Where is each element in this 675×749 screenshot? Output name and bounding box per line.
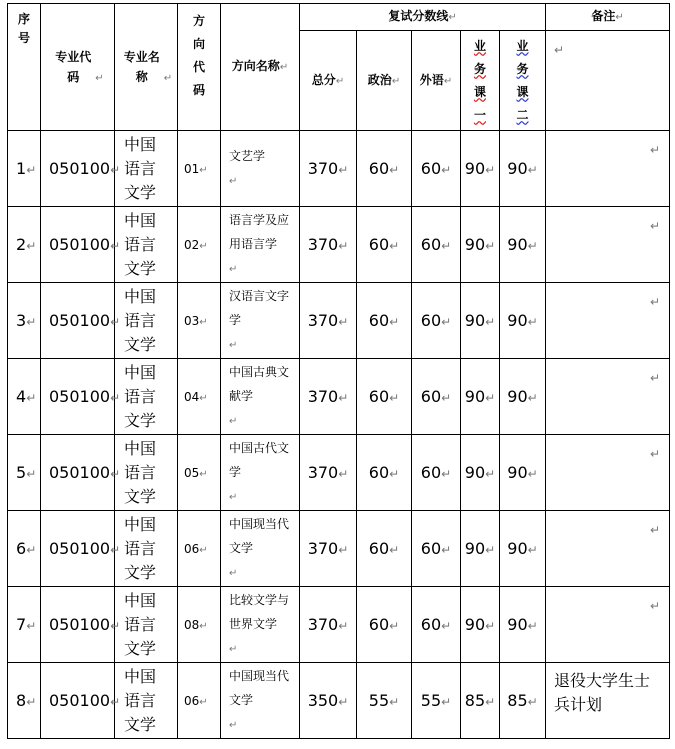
cell-course-1: 90↵ [461, 359, 500, 435]
header-major-code: 专业代码 ↵ [41, 4, 115, 131]
cell-total: 370↵ [300, 283, 357, 359]
header-seq: 序号 [8, 4, 41, 131]
cell-major-name: 中国语言文学 [115, 587, 178, 663]
cell-major-code: 050100↵ [41, 283, 115, 359]
cell-remarks [546, 435, 670, 511]
cell-course-2: 90↵ [500, 587, 546, 663]
table-row [8, 131, 670, 207]
cell-major-code: 050100↵ [41, 435, 115, 511]
cell-direction-name: 中国古代文学↵ [221, 435, 300, 511]
cell-major-code: 050100↵ [41, 359, 115, 435]
remark-mark: ↵ [650, 143, 661, 157]
cell-major-name: 中国语言文学 [115, 207, 178, 283]
header-major-name: 专业名称 ↵ [115, 4, 178, 131]
cell-major-code: 050100↵ [41, 511, 115, 587]
cell-major-code: 050100↵ [41, 207, 115, 283]
cell-foreign-language: 60↵ [412, 435, 461, 511]
header-politics: 政治↵ [357, 31, 412, 131]
header-direction-name: 方向名称↵ [221, 4, 300, 131]
cell-seq: 1↵ [8, 131, 41, 207]
cell-total: 370↵ [300, 511, 357, 587]
cell-course-2: 90↵ [500, 359, 546, 435]
cell-total: 370↵ [300, 131, 357, 207]
cell-direction-code: 03↵ [178, 283, 221, 359]
cell-politics: 60↵ [357, 587, 412, 663]
header-total: 总分↵ [300, 31, 357, 131]
cell-remarks [546, 587, 670, 663]
cell-remarks [546, 131, 670, 207]
header-rows [8, 4, 670, 131]
cell-major-name: 中国语言文学 [115, 511, 178, 587]
table-row [8, 283, 670, 359]
cell-direction-name: 中国古典文献学↵ [221, 359, 300, 435]
cell-course-2: 90↵ [500, 207, 546, 283]
cell-course-1: 90↵ [461, 207, 500, 283]
header-remarks: 备注↵ [546, 4, 670, 31]
cell-direction-name: 文艺学↵ [221, 131, 300, 207]
cell-course-1: 85↵ [461, 663, 500, 739]
cell-foreign-language: 60↵ [412, 131, 461, 207]
cell-total: 370↵ [300, 587, 357, 663]
cell-politics: 60↵ [357, 511, 412, 587]
cell-major-name: 中国语言文学 [115, 131, 178, 207]
cell-remarks: 退役大学生士兵计划 [546, 663, 670, 739]
remark-mark: ↵ [650, 219, 661, 233]
cutoff-score-table [7, 3, 670, 739]
table-row [8, 511, 670, 587]
cell-remarks [546, 283, 670, 359]
cell-direction-name: 汉语言文字学↵ [221, 283, 300, 359]
cell-direction-code: 05↵ [178, 435, 221, 511]
remark-mark: ↵ [650, 599, 661, 613]
header-direction-code: 方向代码 [178, 4, 221, 131]
cell-direction-code: 04↵ [178, 359, 221, 435]
table-row [8, 587, 670, 663]
cell-seq: 8↵ [8, 663, 41, 739]
cell-major-name: 中国语言文学 [115, 663, 178, 739]
cell-direction-code: 02↵ [178, 207, 221, 283]
cell-foreign-language: 60↵ [412, 511, 461, 587]
cell-total: 370↵ [300, 207, 357, 283]
data-rows [8, 131, 670, 739]
cell-remarks [546, 207, 670, 283]
cell-politics: 60↵ [357, 359, 412, 435]
cell-direction-name: 语言学及应用语言学↵ [221, 207, 300, 283]
cell-total: 350↵ [300, 663, 357, 739]
cell-politics: 60↵ [357, 435, 412, 511]
header-retest-score-line: 复试分数线↵ [300, 4, 546, 31]
cell-total: 370↵ [300, 435, 357, 511]
table-row [8, 207, 670, 283]
remark-mark: ↵ [650, 371, 661, 385]
cell-course-1: 90↵ [461, 283, 500, 359]
cell-politics: 55↵ [357, 663, 412, 739]
cell-foreign-language: 60↵ [412, 359, 461, 435]
header-foreign-language: 外语↵ [412, 31, 461, 131]
cell-seq: 4↵ [8, 359, 41, 435]
table-row [8, 359, 670, 435]
cell-major-name: 中国语言文学 [115, 435, 178, 511]
cell-course-2: 90↵ [500, 131, 546, 207]
cell-course-2: 90↵ [500, 435, 546, 511]
table-row [8, 435, 670, 511]
table-row [8, 663, 670, 739]
cell-direction-name: 中国现当代文学↵ [221, 511, 300, 587]
cell-major-code: 050100↵ [41, 663, 115, 739]
cell-major-code: 050100↵ [41, 587, 115, 663]
header-remarks-blank: ↵ [546, 31, 670, 131]
cell-direction-name: 中国现当代文学↵ [221, 663, 300, 739]
cell-course-2: 90↵ [500, 511, 546, 587]
cell-politics: 60↵ [357, 207, 412, 283]
cell-direction-code: 06↵ [178, 511, 221, 587]
cell-politics: 60↵ [357, 283, 412, 359]
cell-foreign-language: 55↵ [412, 663, 461, 739]
header-course-1: 业务课一 [461, 31, 500, 131]
header-course-2: 业务课二 [500, 31, 546, 131]
cell-course-1: 90↵ [461, 435, 500, 511]
remark-mark: ↵ [650, 523, 661, 537]
cell-remarks [546, 511, 670, 587]
cell-foreign-language: 60↵ [412, 207, 461, 283]
remark-mark: ↵ [650, 447, 661, 461]
cell-foreign-language: 60↵ [412, 283, 461, 359]
cell-seq: 3↵ [8, 283, 41, 359]
cell-direction-code: 06↵ [178, 663, 221, 739]
remark-mark: ↵ [650, 295, 661, 309]
cell-seq: 5↵ [8, 435, 41, 511]
cell-course-1: 90↵ [461, 511, 500, 587]
cell-direction-name: 比较文学与世界文学↵ [221, 587, 300, 663]
cell-foreign-language: 60↵ [412, 587, 461, 663]
cell-major-name: 中国语言文学 [115, 283, 178, 359]
header-row-1 [8, 4, 670, 31]
cell-direction-code: 01↵ [178, 131, 221, 207]
cell-course-1: 90↵ [461, 587, 500, 663]
cell-direction-code: 08↵ [178, 587, 221, 663]
cell-major-name: 中国语言文学 [115, 359, 178, 435]
cell-politics: 60↵ [357, 131, 412, 207]
cell-seq: 2↵ [8, 207, 41, 283]
cell-seq: 6↵ [8, 511, 41, 587]
cell-remarks [546, 359, 670, 435]
cell-course-2: 90↵ [500, 283, 546, 359]
cell-course-2: 85↵ [500, 663, 546, 739]
cell-course-1: 90↵ [461, 131, 500, 207]
cell-seq: 7↵ [8, 587, 41, 663]
cell-total: 370↵ [300, 359, 357, 435]
cell-major-code: 050100↵ [41, 131, 115, 207]
